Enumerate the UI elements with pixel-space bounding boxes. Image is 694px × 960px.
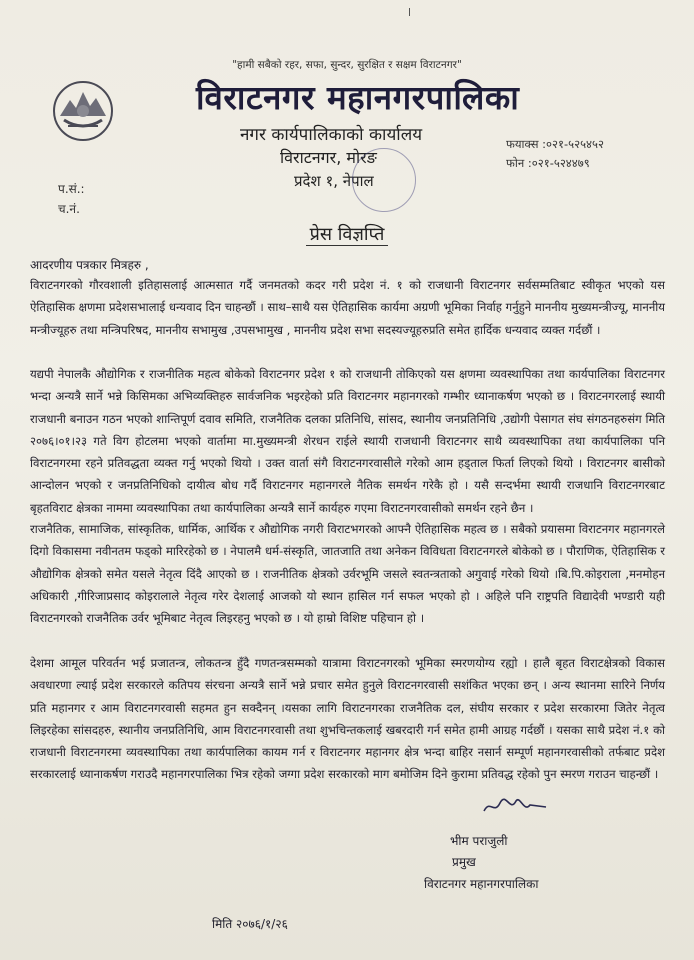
office-province: प्रदेश १, नेपाल <box>294 172 374 190</box>
salutation: आदरणीय पत्रकार मित्रहरु , <box>30 258 149 272</box>
paragraph-4: देशमा आमूल परिवर्तन भई प्रजातन्त्र, लोकतन्त्र हुँदै गणतन्त्रसम्मको यात्रामा विराटनगरको भूमिका स्मरणयोग्य रह्यो । हालै बृहत विराटक्षेत्रको विकास अवधारणा ल्याई प्रदेश सरकारले कतिपय संरचना अन्यत्रै सार्ने भन्ने प्रचार समेत हुनुले विराटनगरवासी सशंकित भएका छन् । अन्य स्थानमा सारिने निर्णय प्रति महानगर र आम विराटनगरवासी सहमत हुन सक्दैनन् ।यसका लागि विराटनगरका राजनैतिक दल, संघीय सरकार र प्रदेश सरकारमा जितेर नेतृत्व लिइरहेका सांसदहरु, स्थानीय जनप्रतिनिधि, आम विराटनगरवासी तथा शुभचिन्तकलाई खबरदारी गर्न समेत हामी आग्रह गर्दछौं । यसका साथै प्रदेश नं.१ को राजधानी विराटनगरमा व्यवस्थापिका तथा कार्यपालिका कायम गर्न र विराटनगर महानगर क्षेत्र भन्दा बाहिर नसार्न सम्पूर्ण महानगरवासीको तर्फबाट प्रदेश सरकारलाई ध्यानाकर्षण गराउदै महानगरपालिका भित्र रहेको जग्गा प्रदेश सरकारको माग बमोजिम दिने कुरामा प्रतिवद्ध रहेको पुन स्मरण गराउन चाहन्छौं । <box>30 656 665 782</box>
reference-label: प.सं.: <box>58 182 85 196</box>
office-name: नगर कार्यपालिकाको कार्यालय <box>240 125 423 145</box>
letter-date: मिति २०७६/१/२६ <box>212 917 288 931</box>
paragraph-2: यद्यपी नेपालकै औद्योगिक र राजनीतिक महत्व बोकेको विराटनगर प्रदेश १ को राजधानी तोकिएको यस क्षणमा व्यवस्थापिका तथा कार्यपालिका विराटनगर भन्दा अन्यत्रै सार्ने भन्ने किसिमका अभिव्यक्तिहरु सार्वजनिक भइरहेको प्रति विराटनगर महानगरको गम्भीर ध्यानाकर्षण भएको छ । विराटनगरलाई स्थायी राजधानी बनाउन गठन भएको शान्तिपूर्ण दवाव समिति, राजनैतिक दलका प्रतिनिधि, सांसद, स्थानीय जनप्रतिनिधि ,उद्योगी पेसागत संघ संगठनहरुसंग मिति २०७६।०१।२३ गते विग होटलमा भएको वार्तामा मा.मुख्यमन्त्री शेरधन राईले स्थायी राजधानी विराटनगर साथै व्यवस्थापिका तथा कार्यपालिका पनि विराटनगरमा रहने प्रतिवद्धता व्यक्त गर्नु भएको थियो । उक्त वार्ता संगै विराटनगरवासीले गरेको आम हड्ताल फिर्ता लिएको थियो । विराटनगर बासीको आन्दोलन भएको र जनप्रतिनिधिको दायीत्व बोध गर्दै विराटनगर महानगरले नैतिक समर्थन गरेकै हो । यसै सन्दर्भमा स्थायी राजधानि विराटनगरबाट बृहतविराट क्षेत्रका नाममा व्यवस्थापिका तथा कार्यपालिका अन्यत्रै सार्ने कार्यहरु गएमा विराटनगरवासीको समर्थन रहने छैन । <box>30 367 665 515</box>
slogan: "हामी सबैको रहर, सफा, सुन्दर, सुरक्षित र सक्षम विराटनगर" <box>232 59 462 71</box>
signatory-name: भीम पराजुली <box>450 834 508 848</box>
document-heading: प्रेस विज्ञप्ति <box>0 222 694 246</box>
signatory-org: विराटनगर महानगरपालिका <box>424 877 539 891</box>
office-city: विराटनगर, मोरङ <box>280 148 377 167</box>
fax-number: फयाक्स :०२१-५२५४५२ <box>506 137 604 151</box>
signature-mark <box>480 793 550 819</box>
seal-stamp <box>352 148 416 212</box>
government-emblem-icon <box>52 80 114 142</box>
paragraph-3: राजनैतिक, सामाजिक, सांस्कृतिक, धार्मिक, आर्थिक र औद्योगिक नगरी विराटभगरको आफ्नै ऐतिहासिक महत्व छ । सबैको प्रयासमा विराटनगर महानगरले दिगो विकासमा नवीनतम फड्को मारिरहेको छ । नेपालमै धर्म-संस्कृति, जातजाति तथा अनेकन विविधता विराटनगरले बोकेको छ । पौराणिक, ऐतिहासिक र औद्योगिक क्षेत्रको समेत यसले नेतृत्व दिंदै आएको छ । राजनीतिक क्षेत्रको उर्वरभूमि जसले स्वतन्त्रताको अगुवाई गरेको थियो ।बि.पि.कोइराला ,मनमोहन अधिकारी ,गीरिजाप्रसाद कोइरालाले नेतृत्व गरेर देशलाई आजको यो स्थान हासिल गर्न सफल भएको हो । अहिले पनि राष्ट्रपति विद्यादेवी भण्डारी यही विराटनगरको राजनैतिक उर्वर भूमिबाट नेतृत्व लिइरहनु भएको छ । यो हाम्रो विशिष्ट पहिचान हो । <box>30 522 665 626</box>
phone-number: फोन :०२१-५२४४७९ <box>506 156 590 170</box>
page-mark <box>409 8 410 16</box>
paragraph-1: विराटनगरको गौरवशाली इतिहासलाई आत्मसात गर्दै जनमतको कदर गरी प्रदेश नं. १ को राजधानी विराटनगर सर्वसम्मतिबाट स्वीकृत भएको यस ऐतिहासिक क्षणमा प्रदेशसभालाई धन्यवाद दिन चाहन्छौं । साथ–साथै यस ऐतिहासिक कार्यमा अग्रणी भूमिका निर्वाह गर्नुहुने माननीय मुख्यमन्त्रीज्यू, माननीय मन्त्रीज्यूहरु तथा मन्त्रिपरिषद, माननीय सभामुख ,उपसभामुख , माननीय प्रदेश सभा सदस्यज्यूहरुप्रति समेत हार्दिक धन्यवाद व्यक्त गर्दछौं । <box>30 278 665 337</box>
dispatch-label: च.नं. <box>58 202 80 216</box>
organization-title: विराटनगर महानगरपालिका <box>196 78 520 117</box>
signatory-title: प्रमुख <box>452 855 476 869</box>
